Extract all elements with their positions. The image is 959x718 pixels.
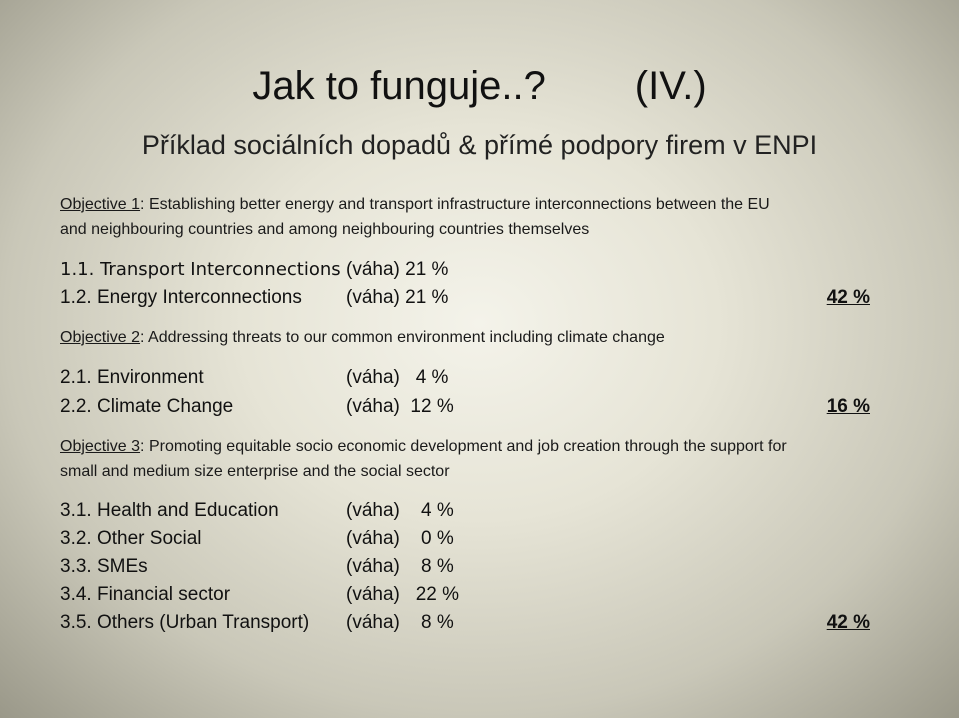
item-name: 1.2. Energy Interconnections (60, 287, 302, 308)
objective-1-item-1 (60, 256, 870, 284)
objective-3-description (60, 434, 800, 484)
item-weight: (váha) 4 % (346, 500, 454, 521)
item-weight: (váha) 8 % (346, 556, 454, 577)
item-weight: (váha) 22 % (346, 584, 459, 605)
objective-3-item-2 (60, 525, 870, 553)
objective-2-label: Objective 2 (60, 329, 141, 346)
item-name: 3.3. SMEs (60, 556, 148, 577)
objective-2-total: 16 % (826, 396, 870, 417)
objective-3-label: Objective 3 (60, 438, 141, 455)
objective-3-item-1 (60, 497, 870, 525)
item-name: 3.4. Financial sector (60, 584, 231, 605)
objective-1-description (60, 192, 800, 242)
slide-subtitle: Příklad sociálních dopadů & přímé podpory firem v ENPI (141, 130, 818, 160)
objective-3-item-5 (60, 609, 870, 637)
item-name: 3.2. Other Social (60, 528, 202, 549)
item-weight: (váha) 12 % (346, 396, 454, 417)
item-name: 2.1. Environment (60, 367, 204, 388)
objective-1-total: 42 % (826, 287, 870, 308)
item-weight: (váha) 0 % (346, 528, 454, 549)
objective-2-item-2 (60, 393, 870, 421)
objective-1-item-2 (60, 284, 870, 312)
objective-3-item-4 (60, 581, 870, 609)
objective-3-item-3 (60, 553, 870, 581)
objective-2-text: : Addressing threats to our common environment including climate change (140, 329, 665, 346)
objective-1-text: : Establishing better energy and transport infrastructure interconnections between the EU and neighbouring countries and among neighbouring countries themselves (60, 196, 770, 238)
item-weight: (váha) 21 % (346, 287, 449, 308)
item-name: 1.1. Transport Interconnections (60, 259, 341, 280)
item-name: 2.2. Climate Change (60, 396, 234, 417)
item-weight: (váha) 8 % (346, 612, 454, 633)
objective-2-item-1 (60, 364, 870, 392)
slide-title: Jak to funguje..? (IV.) (252, 64, 707, 108)
objective-2-description (60, 325, 800, 350)
item-name: 3.5. Others (Urban Transport) (60, 612, 310, 633)
item-weight: (váha) 4 % (346, 367, 449, 388)
item-name: 3.1. Health and Education (60, 500, 279, 521)
objective-3-total: 42 % (826, 612, 870, 633)
item-weight: (váha) 21 % (346, 259, 449, 280)
objective-1-label: Objective 1 (60, 196, 141, 213)
objective-3-text: : Promoting equitable socio economic development and job creation through the support for small and medium size enterprise and the social sector (60, 438, 787, 480)
